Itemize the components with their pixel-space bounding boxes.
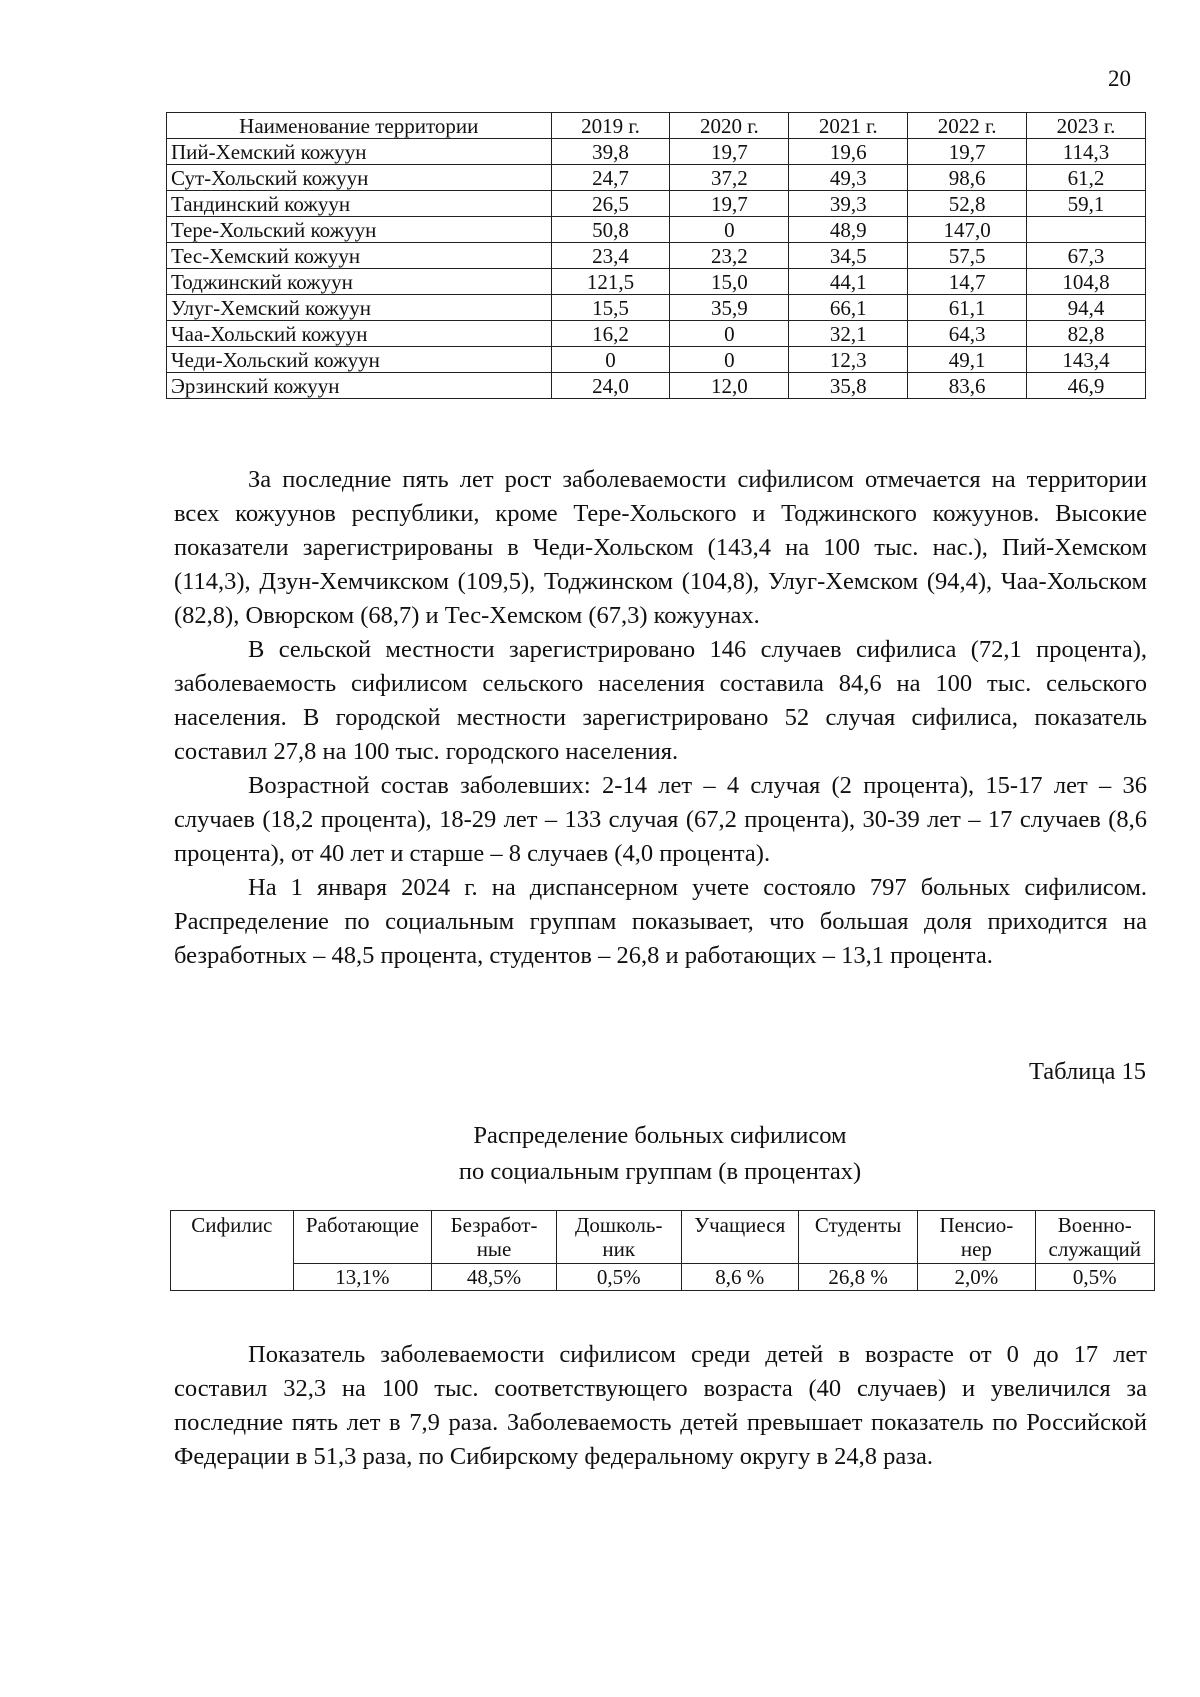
table-cell: 44,1	[789, 269, 908, 295]
header-group: Военно- служащий	[1035, 1211, 1154, 1264]
header-year: 2023 г.	[1027, 113, 1146, 139]
table-cell: 19,6	[789, 139, 908, 165]
table-row	[167, 191, 1146, 217]
table-cell: 15,0	[670, 269, 789, 295]
table-cell: 64,3	[908, 321, 1027, 347]
header-group: Студенты	[798, 1211, 917, 1264]
table-row	[167, 321, 1146, 347]
table-cell: 35,9	[670, 295, 789, 321]
text-block-2	[174, 1338, 1147, 1474]
table-cell: 35,8	[789, 373, 908, 399]
table-cell: 16,2	[551, 321, 670, 347]
table-cell: 32,1	[789, 321, 908, 347]
table-cell: 23,4	[551, 243, 670, 269]
territory-name: Улуг-Хемский кожуун	[167, 295, 552, 321]
page-number: 20	[1108, 66, 1131, 91]
table-cell	[1027, 217, 1146, 243]
header-territory: Наименование территории	[167, 113, 552, 139]
table-row	[167, 373, 1146, 399]
table-cell: 13,1%	[293, 1264, 432, 1291]
table-row	[167, 347, 1146, 373]
header-year: 2022 г.	[908, 113, 1027, 139]
territory-name: Тере-Хольский кожуун	[167, 217, 552, 243]
header-year: 2020 г.	[670, 113, 789, 139]
text-block-1	[174, 463, 1147, 973]
table-header-row	[171, 1211, 1155, 1264]
table-cell: 12,0	[670, 373, 789, 399]
territory-name: Тоджинский кожуун	[167, 269, 552, 295]
table-cell: 37,2	[670, 165, 789, 191]
table-cell: 8,6 %	[681, 1264, 798, 1291]
table-cell: 83,6	[908, 373, 1027, 399]
header-group: Безработ- ные	[432, 1211, 557, 1264]
table-cell: 61,2	[1027, 165, 1146, 191]
table-title-line: Распределение больных сифилисом	[473, 1122, 847, 1149]
paragraph: Показатель заболеваемости сифилисом среди детей в возрасте от 0 до 17 лет составил 32,3 на 100 тыс. соответствующего возраста (40 случаев) и увеличился за последние пять лет в 7,9 раза. Заболеваемость детей превышает показатель по Российской Федерации в 51,3 раза, по Сибирскому федеральному округу в 24,8 раза.	[174, 1341, 1147, 1470]
table-cell: 67,3	[1027, 243, 1146, 269]
social-groups-table	[170, 1210, 1155, 1291]
table-row	[167, 295, 1146, 321]
table-label: Таблица 15	[1028, 1058, 1146, 1085]
territory-name: Чаа-Хольский кожуун	[167, 321, 552, 347]
paragraph: На 1 января 2024 г. на диспансерном учете состояло 797 больных сифилисом. Распределение по социальным группам показывает, что большая доля приходится на безработных – 48,5 процента, студентов – 26,8 и работающих – 13,1 процента.	[174, 874, 1147, 969]
incidence-table	[166, 112, 1146, 399]
table-cell: 57,5	[908, 243, 1027, 269]
territory-name: Чеди-Хольский кожуун	[167, 347, 552, 373]
table-cell: 15,5	[551, 295, 670, 321]
table-cell: 26,8 %	[798, 1264, 917, 1291]
table-cell: 0	[670, 217, 789, 243]
table-cell: 0,5%	[556, 1264, 681, 1291]
header-syphilis: Сифилис	[171, 1211, 294, 1291]
table-cell: 46,9	[1027, 373, 1146, 399]
table-cell: 104,8	[1027, 269, 1146, 295]
table-cell: 0	[551, 347, 670, 373]
territory-name: Эрзинский кожуун	[167, 373, 552, 399]
table-title	[166, 1118, 1154, 1190]
header-year: 2019 г.	[551, 113, 670, 139]
table-cell: 34,5	[789, 243, 908, 269]
table-cell: 0,5%	[1035, 1264, 1154, 1291]
table-cell: 0	[670, 347, 789, 373]
table-cell: 24,0	[551, 373, 670, 399]
territory-name: Сут-Хольский кожуун	[167, 165, 552, 191]
table-cell: 12,3	[789, 347, 908, 373]
table-cell: 59,1	[1027, 191, 1146, 217]
table-cell: 82,8	[1027, 321, 1146, 347]
table-row	[171, 1264, 1155, 1291]
territory-name: Тес-Хемский кожуун	[167, 243, 552, 269]
table-cell: 39,8	[551, 139, 670, 165]
table-cell: 49,3	[789, 165, 908, 191]
header-group: Пенсио- нер	[918, 1211, 1035, 1264]
table-cell: 143,4	[1027, 347, 1146, 373]
territory-name: Пий-Хемский кожуун	[167, 139, 552, 165]
table-cell: 26,5	[551, 191, 670, 217]
table-cell: 50,8	[551, 217, 670, 243]
table-title-line: по социальным группам (в процентах)	[458, 1158, 862, 1185]
header-group: Работающие	[293, 1211, 432, 1264]
table-cell: 66,1	[789, 295, 908, 321]
table-cell: 52,8	[908, 191, 1027, 217]
paragraph: Возрастной состав заболевших: 2-14 лет – 4 случая (2 процента), 15-17 лет – 36 случаев (18,2 процента), 18-29 лет – 133 случая (67,2 процента), 30-39 лет – 17 случаев (8,6 процента), от 40 лет и старше – 8 случаев (4,0 процента).	[174, 772, 1147, 867]
table-cell: 121,5	[551, 269, 670, 295]
table-row	[167, 165, 1146, 191]
table-cell: 23,2	[670, 243, 789, 269]
header-group: Дошколь- ник	[556, 1211, 681, 1264]
table-cell: 19,7	[670, 191, 789, 217]
table-cell: 147,0	[908, 217, 1027, 243]
table-row	[167, 269, 1146, 295]
paragraph: В сельской местности зарегистрировано 146 случаев сифилиса (72,1 процента), заболеваемость сифилисом сельского населения составила 84,6 на 100 тыс. сельского населения. В городской местности зарегистрировано 52 случая сифилиса, показатель составил 27,8 на 100 тыс. городского населения.	[174, 636, 1147, 765]
table-cell: 0	[670, 321, 789, 347]
table-row	[167, 217, 1146, 243]
table-cell: 98,6	[908, 165, 1027, 191]
table-cell: 39,3	[789, 191, 908, 217]
table-body	[167, 139, 1146, 399]
table-row	[167, 139, 1146, 165]
table-cell: 49,1	[908, 347, 1027, 373]
table-cell: 19,7	[670, 139, 789, 165]
header-year: 2021 г.	[789, 113, 908, 139]
table-cell: 61,1	[908, 295, 1027, 321]
territory-name: Тандинский кожуун	[167, 191, 552, 217]
paragraph: За последние пять лет рост заболеваемости сифилисом отмечается на территории всех кожуунов республики, кроме Тере-Хольского и Тоджинского кожуунов. Высокие показатели зарегистрированы в Чеди-Хольском (143,4 на 100 тыс. нас.), Пий-Хемском (114,3), Дзун-Хемчикском (109,5), Тоджинском (104,8), Улуг-Хемском (94,4), Чаа-Хольском (82,8), Овюрском (68,7) и Тес-Хемском (67,3) кожуунах.	[174, 466, 1147, 629]
header-group: Учащиеся	[681, 1211, 798, 1264]
table-cell: 19,7	[908, 139, 1027, 165]
table-cell: 94,4	[1027, 295, 1146, 321]
table-cell: 2,0%	[918, 1264, 1035, 1291]
table-row	[167, 243, 1146, 269]
table-header-row	[167, 113, 1146, 139]
table-cell: 48,9	[789, 217, 908, 243]
table-cell: 14,7	[908, 269, 1027, 295]
table-cell: 114,3	[1027, 139, 1146, 165]
table-cell: 24,7	[551, 165, 670, 191]
table-cell: 48,5%	[432, 1264, 557, 1291]
